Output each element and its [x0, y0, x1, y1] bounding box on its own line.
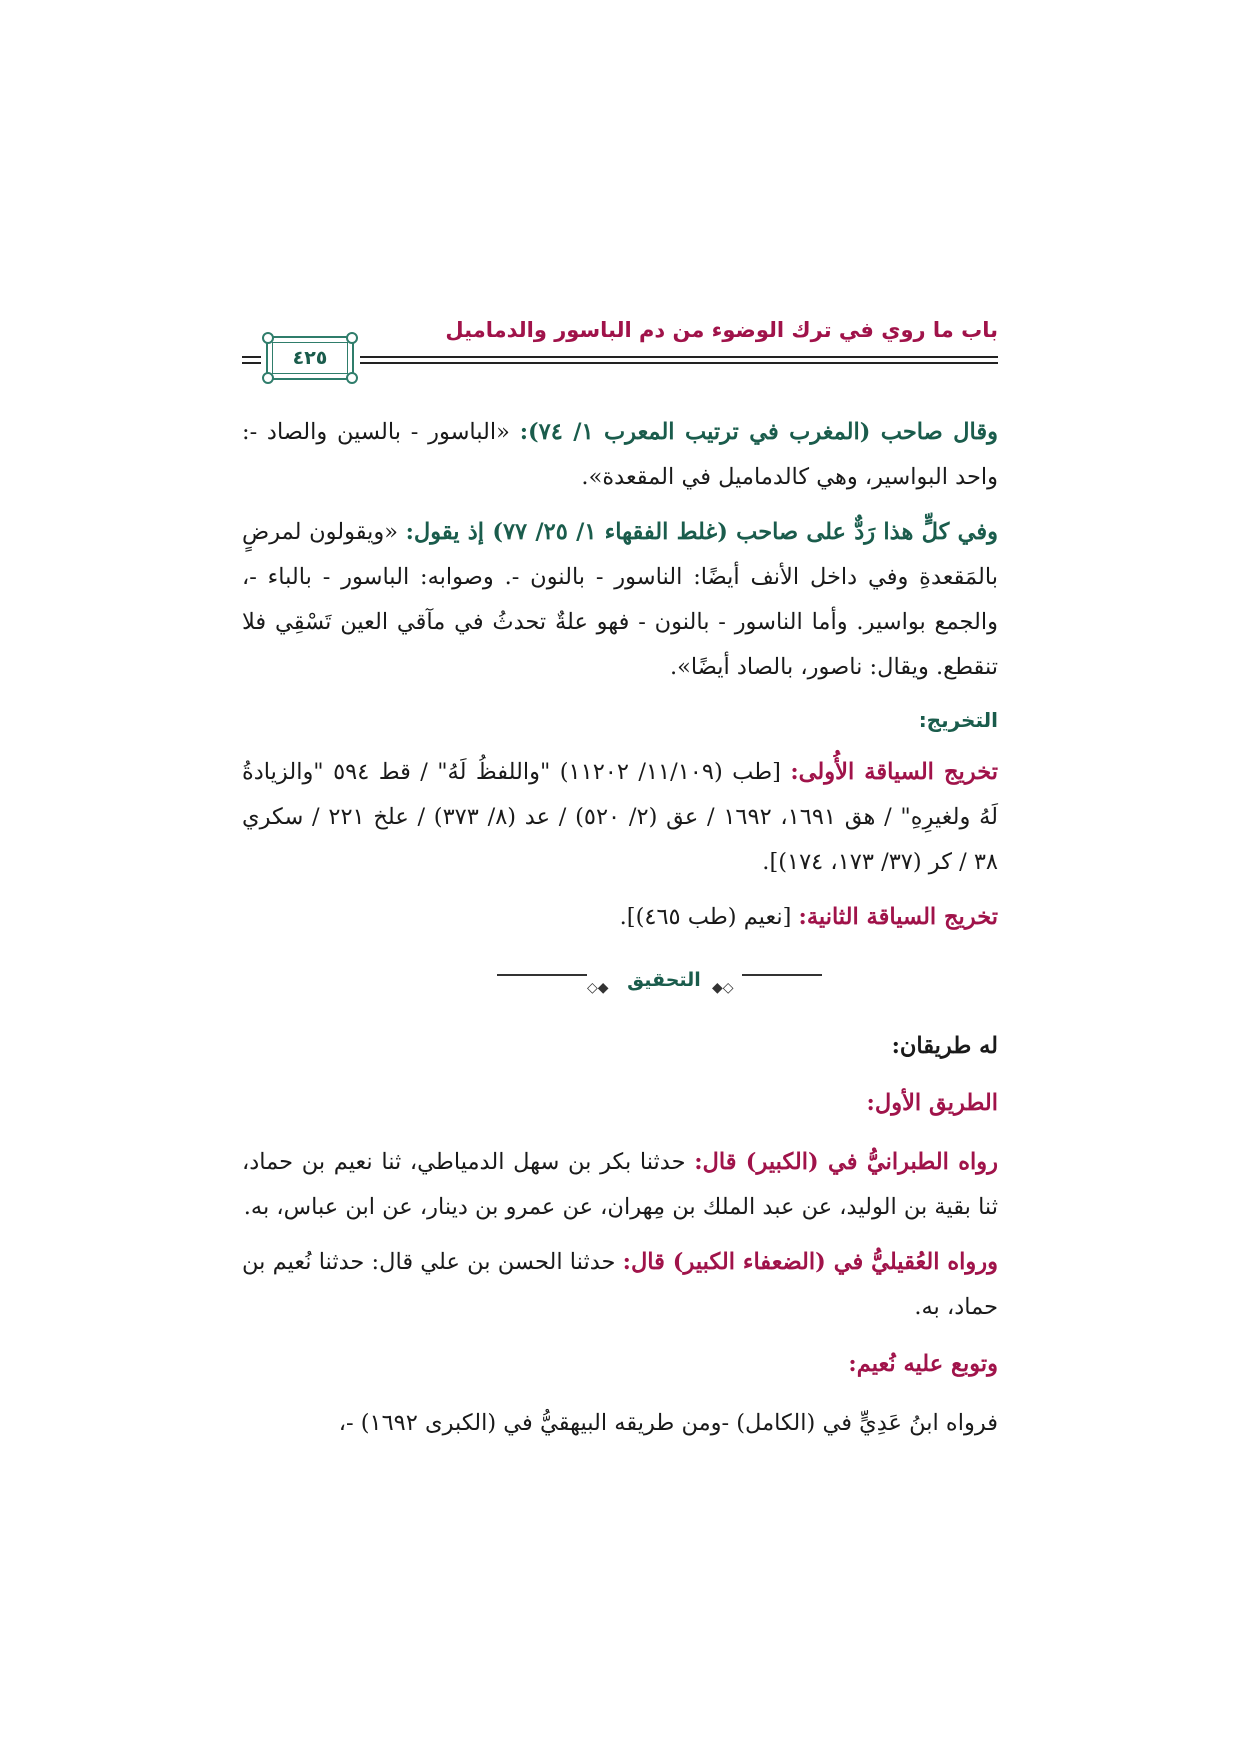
first-route-heading: الطريق الأول: — [866, 1090, 998, 1116]
paragraph-ghalat — [242, 510, 998, 690]
paragraph-ibn-adi — [242, 1401, 998, 1446]
divider-ornament-icon: ◆◇ — [712, 980, 734, 996]
paragraph-mughrib — [242, 410, 998, 500]
divider-line — [497, 974, 587, 976]
paragraph-text: «ويقولون لمرضٍ بالمَقعدةِ وفي داخل الأنف أيضًا: الناسور - بالنون -. وصوابه: الباسور - بالباء -، والجمع بواسير. وأما الناسور - بالنون - فهو علةٌ تحدثُ في مآقي العين تَسْقِي فلا تنقطع. ويقال: ناصور، بالصاد أيضًا». — [242, 519, 998, 680]
page-number-inner — [272, 342, 348, 374]
paragraph-lead: ورواه العُقيليُّ في (الضعفاء الكبير) قال: — [622, 1249, 998, 1275]
page-body — [242, 410, 998, 1456]
takhrij-heading: التخريج: — [918, 708, 998, 732]
header-rule — [360, 356, 998, 358]
paragraph-lead: تخريج السياقة الثانية: — [798, 904, 998, 930]
paragraph-uqayli — [242, 1240, 998, 1330]
tuubi-heading: وتوبع عليه نُعيم: — [848, 1351, 998, 1377]
divider-line — [742, 974, 822, 976]
page-number-frame — [266, 336, 354, 380]
routes-heading: له طريقان: — [891, 1033, 998, 1059]
paragraph-tabarani — [242, 1140, 998, 1230]
paragraph-lead: رواه الطبرانيُّ في (الكبير) قال: — [694, 1149, 998, 1175]
paragraph-text: حدثنا بكر بن سهل الدمياطي، ثنا نعيم بن حماد، ثنا بقية بن الوليد، عن عبد الملك بن مِهران، عن عمرو بن دينار، عن ابن عباس، به. — [242, 1149, 998, 1220]
paragraph-lead: وقال صاحب (المغرب في ترتيب المعرب ١/ ٧٤): — [519, 419, 998, 445]
divider-ornament-icon: ◇◆ — [587, 980, 609, 996]
running-title: باب ما روي في ترك الوضوء من دم الباسور والدماميل — [445, 318, 998, 342]
paragraph-text: [طب (١١/١٠٩/ ١١٢٠٢) "واللفظُ لَهُ" / قط ٥٩٤ "والزيادةُ لَهُ ولغيرِهِ" / هق ١٦٩١، ١٦٩٢ / عق (٢/ ٥٢٠) / عد (٨/ ٣٧٣) / علخ ٢٢١ / سكري ٣٨ / كر (٣٧/ ١٧٣، ١٧٤)]. — [242, 759, 999, 875]
paragraph-takhrij-first — [242, 750, 998, 885]
paragraph-text: [نعيم (طب ٤٦٥)]. — [619, 904, 799, 930]
paragraph-takhrij-second — [242, 895, 998, 940]
paragraph-lead: تخريج السياقة الأُولى: — [790, 759, 998, 785]
header-rule — [242, 356, 261, 358]
header-rule — [360, 362, 998, 364]
paragraph-text: حدثنا الحسن بن علي قال: حدثنا نُعيم بن حماد، به. — [242, 1249, 998, 1320]
paragraph-text: فرواه ابنُ عَدِيٍّ في (الكامل) -ومن طريقه البيهقيُّ في (الكبرى ١٦٩٢) -، — [338, 1410, 998, 1436]
divider-title: التحقيق — [627, 969, 701, 991]
section-divider — [242, 954, 998, 994]
header-rule — [242, 362, 261, 364]
page-header — [242, 300, 998, 390]
page-number: ٤٢٥ — [292, 347, 328, 369]
paragraph-lead: وفي كلٍّ هذا رَدٌّ على صاحب (غلط الفقهاء ١/ ٢٥/ ٧٧) إذ يقول: — [405, 519, 999, 545]
paragraph-text: «الباسور - بالسين والصاد -: واحد البواسير، وهي كالدماميل في المقعدة». — [242, 419, 998, 490]
